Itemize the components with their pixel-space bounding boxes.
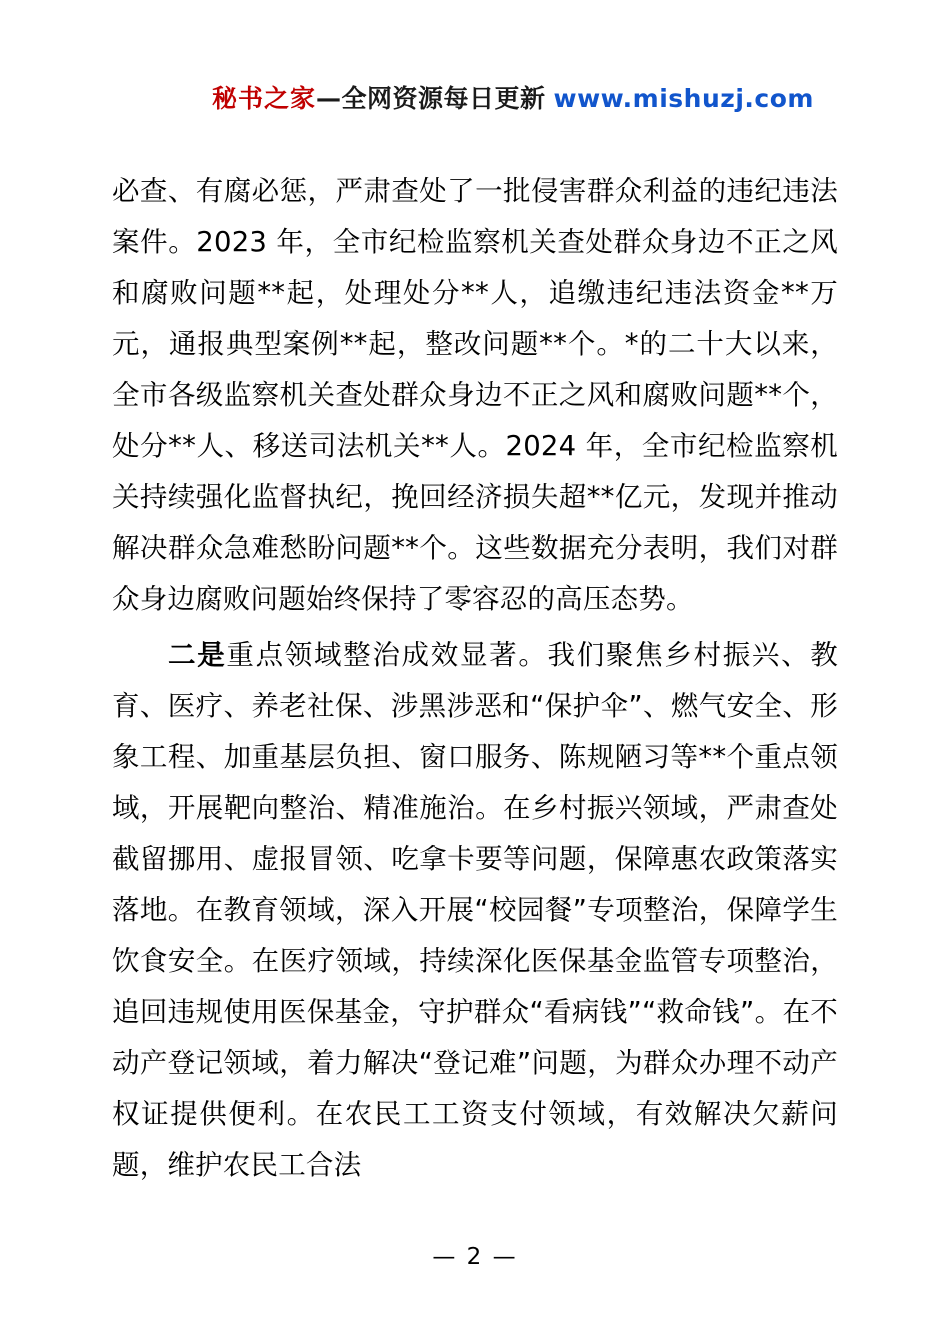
paragraph-2	[112, 630, 838, 1191]
page-number-footer: — 2 —	[432, 1244, 518, 1270]
paragraph-2-text: 重点领域整治成效显著。我们聚焦乡村振兴、教育、医疗、养老社保、涉黑涉恶和“保护伞”、燃气安全、形象工程、加重基层负担、窗口服务、陈规陋习等**个重点领域，开展靶向整治、精准施治。在乡村振兴领域，严肃查处截留挪用、虚报冒领、吃拿卡要等问题，保障惠农政策落实落地。在教育领域，深入开展“校园餐”专项整治，保障学生饮食安全。在医疗领域，持续深化医保基金监管专项整治，追回违规使用医保基金，守护群众“看病钱”“救命钱”。在不动产登记领域，着力解决“登记难”问题，为群众办理不动产权证提供便利。在农民工工资支付领域，有效解决欠薪问题，维护农民工合法	[112, 639, 838, 1181]
paragraph-1: 必查、有腐必惩，严肃查处了一批侵害群众利益的违纪违法案件。2023 年，全市纪检监察机关查处群众身边不正之风和腐败问题**起，处理处分**人，追缴违纪违法资金**万元，通报典型案例**起，整改问题**个。*的二十大以来，全市各级监察机关查处群众身边不正之风和腐败问题**个，处分**人、移送司法机关**人。2024 年，全市纪检监察机关持续强化监督执纪，挽回经济损失超**亿元，发现并推动解决群众急难愁盼问题**个。这些数据充分表明，我们对群众身边腐败问题始终保持了零容忍的高压态势。	[112, 175, 838, 615]
site-brand-name: 秘书之家	[212, 84, 317, 113]
site-slogan: —全网资源每日更新	[316, 84, 546, 113]
site-watermark-header	[112, 0, 838, 114]
paragraph-2-lead: 二是	[168, 639, 227, 671]
site-url-link[interactable]: www.mishuzj.com	[553, 84, 814, 113]
document-body	[112, 166, 838, 1191]
